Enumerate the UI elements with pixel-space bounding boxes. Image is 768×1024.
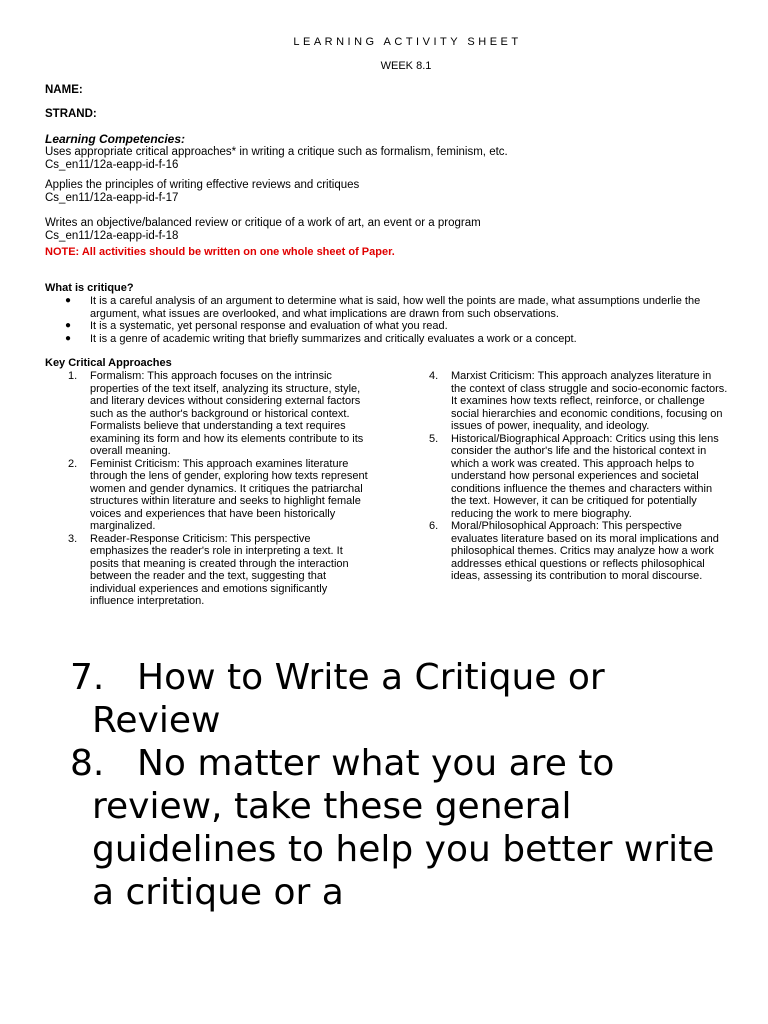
bullet-icon: ● — [65, 332, 72, 344]
competency-code: Cs_en11/12a-eapp-id-f-16 — [45, 159, 179, 171]
bullet-item: ● It is a genre of academic writing that briefly summarizes and critically evaluates a work or a concept. — [65, 332, 577, 345]
competency-text: Writes an objective/balanced review or critique of a work of art, an event or a program — [45, 217, 481, 229]
bullet-item: ● It is a systematic, yet personal response and evaluation of what you read. — [65, 320, 448, 332]
approach-item: 6. Moral/Philosophical Approach: This perspective evaluates literature based on its moral implications and philosophical themes. Critics may analyze how a work addresses ethical questions or reflects philosophical ideas, assessing its contribution to moral discourse. — [429, 520, 719, 582]
strand-label: STRAND: — [45, 108, 97, 120]
competency-text: Applies the principles of writing effective reviews and critiques — [45, 179, 360, 191]
bullet-icon: ● — [65, 320, 72, 331]
competencies-heading: Learning Competencies: — [45, 132, 186, 146]
large-list-item: 7. How to Write a Critique or Review — [70, 657, 605, 741]
critique-bullet-list — [45, 295, 735, 345]
approach-item: 5. Historical/Biographical Approach: Critics using this lens consider the author's life and the historical context in which a work was created. This approach helps to understand how personal experiences and societal conditions influence the themes and characters within the text. However, it can be critiqued for potentially reducing the work to mere biography. — [429, 432, 719, 520]
approach-item: 1. Formalism: This approach focuses on the intrinsic properties of the text itself, analyzing its structure, style, and literary devices without considering external factors such as the author's background or historical context. Formalists believe that understanding a text requires examining its form and how its elements contribute to its overall meaning. — [68, 370, 364, 457]
large-list-item: 8. No matter what you are to review, take these general guidelines to help you better write a critique or a — [70, 743, 715, 913]
competency-code: Cs_en11/12a-eapp-id-f-18 — [45, 230, 179, 242]
competency-item — [45, 179, 359, 205]
note-text: NOTE: All activities should be written on one whole sheet of Paper. — [45, 246, 395, 258]
large-numbered-list — [70, 656, 720, 914]
critique-heading: What is critique? — [45, 282, 134, 294]
approaches-heading: Key Critical Approaches — [45, 357, 172, 369]
bullet-item: ● It is a careful analysis of an argument to determine what is said, how well the points are made, what assumptions underlie the argument, what issues are overlooked, and what implications are drawn from such observations. — [65, 295, 701, 320]
approach-item: 2. Feminist Criticism: This approach examines literature through the lens of gender, exploring how texts represent women and gender dynamics. It critiques the patriarchal structures within literature and seeks to highlight female voices and experiences that have been historically marginalized. — [68, 457, 368, 532]
approach-item: 3. Reader-Response Criticism: This perspective emphasizes the reader's role in interpreting a text. It posits that meaning is created through the interaction between the reader and the text, suggesting that individual experiences and emotions significantly influence interpretation. — [68, 532, 349, 607]
name-label: NAME: — [45, 84, 83, 96]
bullet-icon: ● — [65, 295, 72, 306]
week-label: WEEK 8.1 — [380, 60, 432, 72]
approach-item: 4. Marxist Criticism: This approach analyzes literature in the context of class struggle and socio-economic factors. It examines how texts reflect, reinforce, or challenge social hierarchies and economic conditions, focusing on issues of power, inequality, and ideology. — [429, 370, 728, 432]
competency-item — [45, 146, 508, 172]
approaches-right-column — [429, 370, 729, 583]
competency-text: Uses appropriate critical approaches* in writing a critique such as formalism, feminism, etc. — [45, 146, 508, 158]
sheet-title: LEARNING ACTIVITY SHEET — [293, 36, 522, 48]
competency-code: Cs_en11/12a-eapp-id-f-17 — [45, 192, 179, 204]
approaches-left-column — [68, 370, 368, 608]
competency-item — [45, 217, 481, 243]
